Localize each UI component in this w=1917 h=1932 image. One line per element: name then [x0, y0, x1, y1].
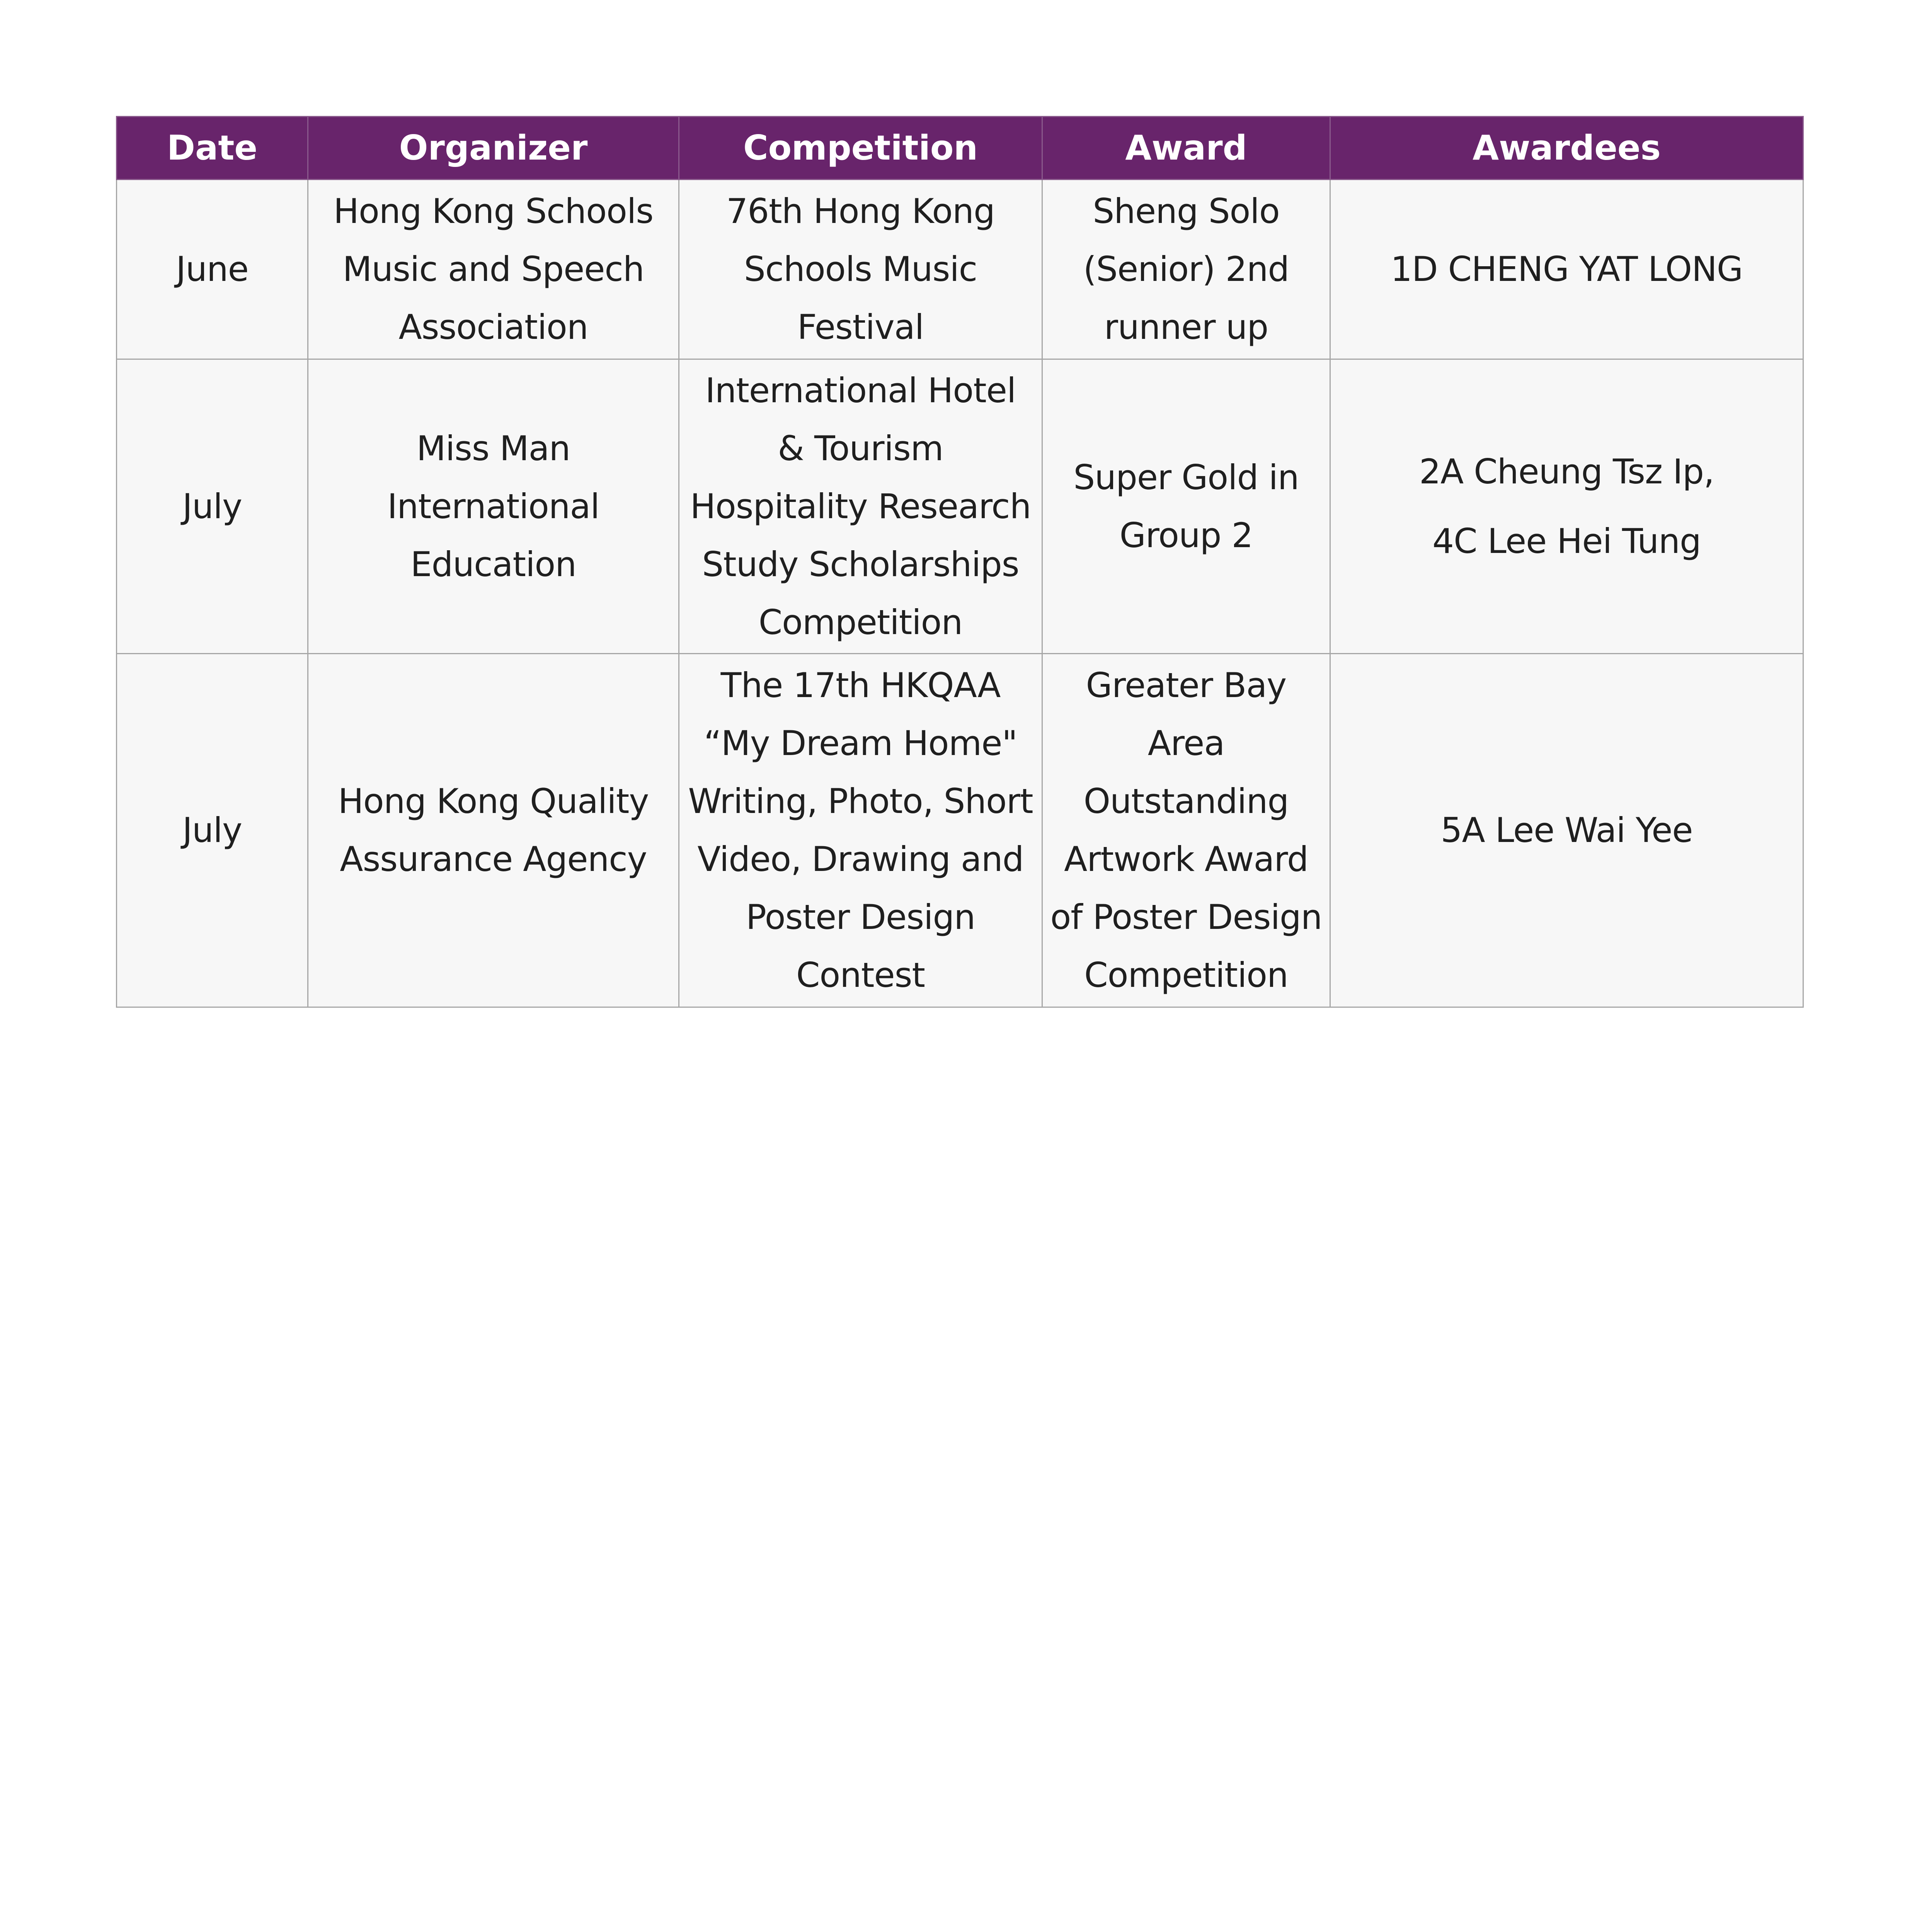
award-line: (Senior) 2nd — [1083, 249, 1289, 289]
competition-cell — [679, 180, 1042, 359]
competition-line: Video, Drawing and — [697, 839, 1024, 879]
header-date: Date — [117, 117, 308, 180]
competition-line: Competition — [758, 602, 963, 642]
date-text: July — [182, 810, 242, 850]
awardee-name: 1D CHENG YAT LONG — [1390, 249, 1743, 289]
competition-line: Study Scholarships — [702, 544, 1019, 584]
competition-line: Poster Design — [746, 897, 976, 937]
awardee-name: 2A Cheung Tsz Ip, — [1419, 451, 1714, 492]
organizer-line: Association — [398, 307, 588, 347]
award-cell — [1042, 359, 1330, 654]
table-row — [117, 359, 1803, 654]
table-row — [117, 654, 1803, 1007]
organizer-line: Hong Kong Schools — [333, 191, 654, 231]
competition-cell — [679, 654, 1042, 1007]
organizer-line: International — [387, 486, 599, 526]
competition-line: Festival — [797, 307, 924, 347]
award-cell — [1042, 180, 1330, 359]
award-line: Super Gold in — [1073, 457, 1299, 497]
organizer-line: Music and Speech — [342, 249, 644, 289]
header-award: Award — [1042, 117, 1330, 180]
award-line: Sheng Solo — [1093, 191, 1280, 231]
award-line: runner up — [1104, 307, 1268, 347]
award-line: Greater Bay — [1086, 665, 1287, 705]
competition-line: “My Dream Home" — [704, 723, 1017, 763]
awardees-cell — [1330, 180, 1803, 359]
header-row — [117, 117, 1803, 180]
awardees-cell — [1330, 359, 1803, 654]
organizer-line: Hong Kong Quality — [338, 781, 649, 821]
organizer-line: Assurance Agency — [340, 839, 647, 879]
awardees-cell — [1330, 654, 1803, 1007]
date-cell — [117, 180, 308, 359]
competition-line: Writing, Photo, Short — [688, 781, 1033, 821]
competition-line: & Tourism — [778, 428, 943, 468]
awards-table — [116, 116, 1804, 1008]
award-line: Group 2 — [1119, 515, 1253, 555]
date-cell — [117, 359, 308, 654]
award-line: of Poster Design — [1050, 897, 1322, 937]
award-line: Artwork Award — [1064, 839, 1308, 879]
awardee-name: 5A Lee Wai Yee — [1440, 810, 1693, 850]
competition-line: International Hotel — [705, 370, 1016, 410]
header-competition: Competition — [679, 117, 1042, 180]
date-text: July — [182, 486, 242, 526]
award-line: Outstanding — [1083, 781, 1289, 821]
organizer-cell — [308, 180, 679, 359]
date-cell — [117, 654, 308, 1007]
organizer-cell — [308, 654, 679, 1007]
award-cell — [1042, 654, 1330, 1007]
date-text: June — [176, 249, 249, 289]
competition-line: The 17th HKQAA — [720, 665, 1001, 705]
award-line: Area — [1147, 723, 1225, 763]
competition-line: Contest — [796, 955, 925, 995]
table-row — [117, 180, 1803, 359]
header-awardees: Awardees — [1330, 117, 1803, 180]
competition-cell — [679, 359, 1042, 654]
awardee-name: 4C Lee Hei Tung — [1432, 521, 1701, 561]
organizer-line: Education — [410, 544, 577, 584]
header-organizer: Organizer — [308, 117, 679, 180]
competition-line: Schools Music — [744, 249, 977, 289]
organizer-cell — [308, 359, 679, 654]
organizer-line: Miss Man — [416, 428, 570, 468]
competition-line: 76th Hong Kong — [726, 191, 995, 231]
competition-line: Hospitality Research — [690, 486, 1031, 526]
award-line: Competition — [1084, 955, 1288, 995]
